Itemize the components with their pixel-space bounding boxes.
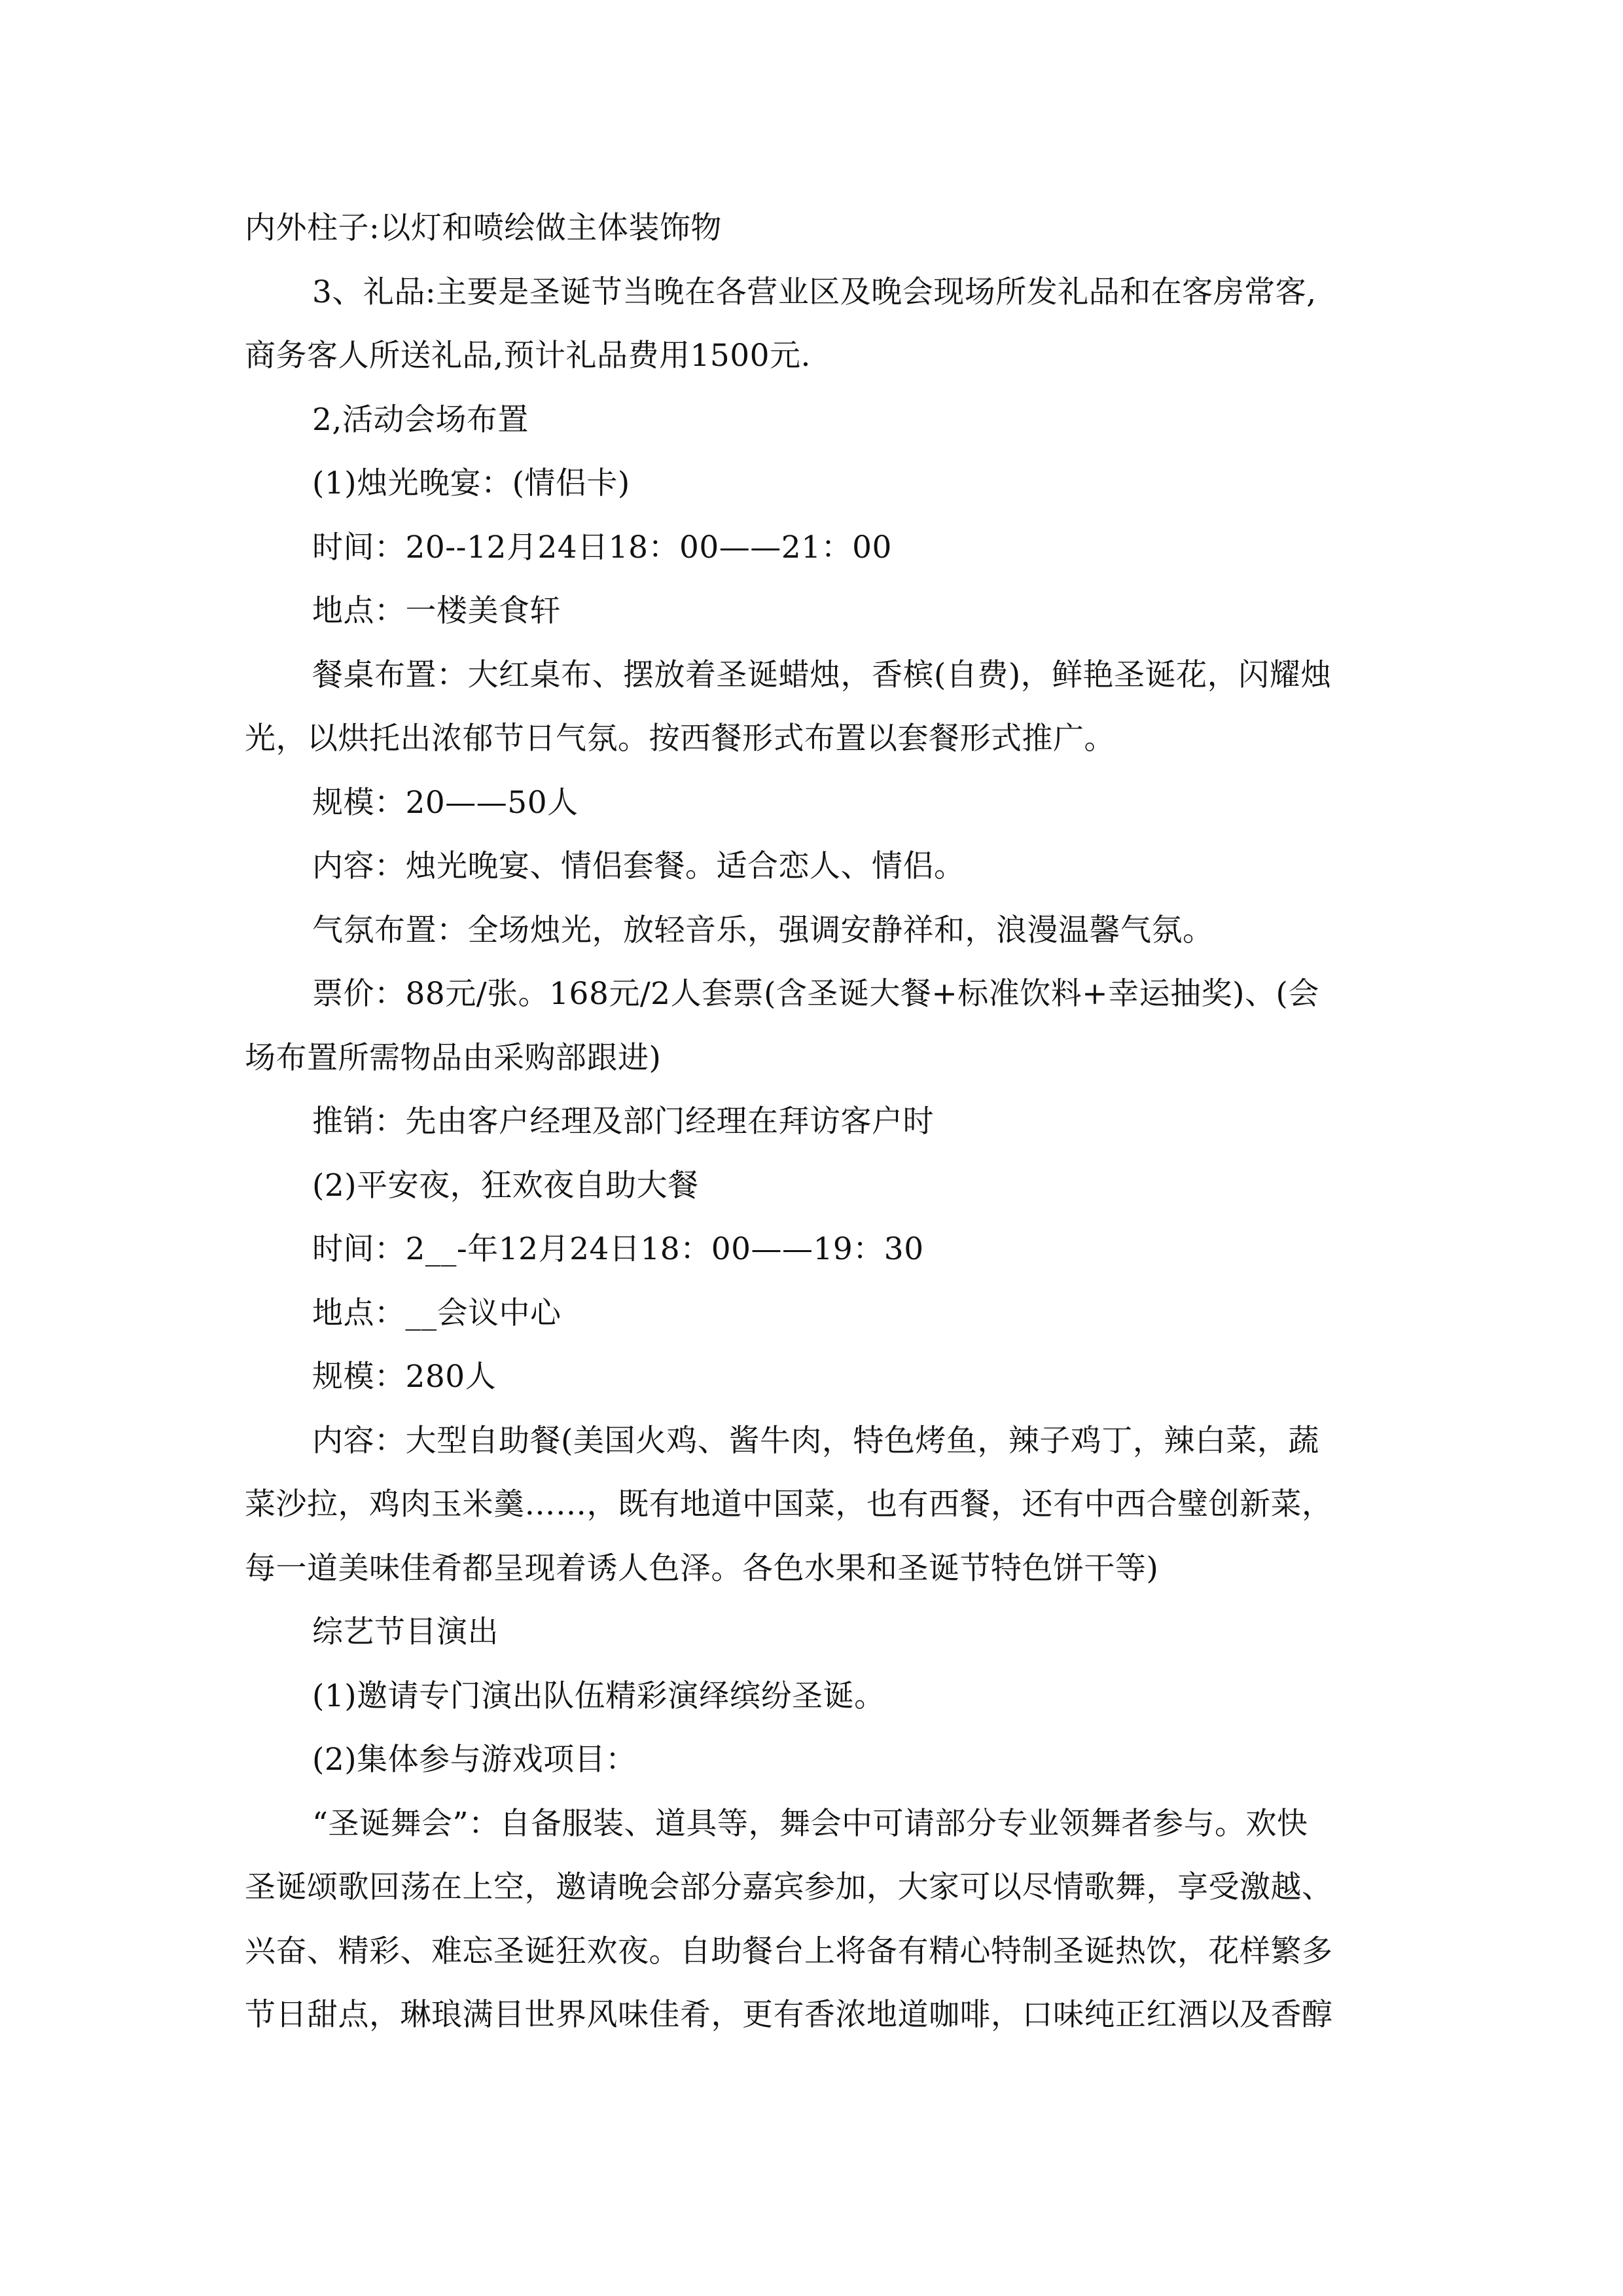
- text-line: 商务客人所送礼品,预计礼品费用1500元.: [245, 338, 811, 374]
- text-line: 每一道美味佳肴都呈现着诱人色泽。各色水果和圣诞节特色饼干等): [245, 1550, 1159, 1587]
- text-line: “圣诞舞会”：自备服装、道具等，舞会中可请部分专业领舞者参与。欢快: [312, 1805, 1308, 1842]
- text-line: 规模：280人: [312, 1359, 497, 1395]
- text-line: 兴奋、精彩、难忘圣诞狂欢夜。自助餐台上将备有精心特制圣诞热饮，花样繁多: [245, 1933, 1333, 1969]
- text-line: (2)集体参与游戏项目：: [312, 1742, 637, 1778]
- section-heading: 2,活动会场布置: [312, 401, 529, 438]
- document-page: [245, 196, 1383, 2047]
- text-line: 地点：一楼美食轩: [312, 593, 561, 629]
- text-line: 圣诞颂歌回荡在上空，邀请晚会部分嘉宾参加，大家可以尽情歌舞，享受激越、: [245, 1869, 1333, 1905]
- text-line: 规模：20——50人: [312, 784, 579, 821]
- text-line: 内容：大型自助餐(美国火鸡、酱牛肉，特色烤鱼，辣子鸡丁，辣白菜，蔬: [312, 1422, 1319, 1459]
- text-line: 光，以烘托出浓郁节日气氛。按西餐形式布置以套餐形式推广。: [245, 721, 1115, 757]
- text-line: 时间：20--12月24日18：00——21：00: [312, 529, 892, 565]
- text-line: 票价：88元/张。168元/2人套票(含圣诞大餐+标准饮料+幸运抽奖)、(会: [312, 976, 1319, 1012]
- text-line: 气氛布置：全场烛光，放轻音乐，强调安静祥和，浪漫温馨气氛。: [312, 912, 1214, 948]
- section-heading: 综艺节目演出: [312, 1614, 499, 1650]
- text-line: (1)邀请专门演出队伍精彩演绎缤纷圣诞。: [312, 1677, 885, 1714]
- text-line: 内容：烛光晚宴、情侣套餐。适合恋人、情侣。: [312, 848, 965, 884]
- text-line: 时间：2__-年12月24日18：00——19：30: [312, 1231, 924, 1267]
- text-line: 菜沙拉，鸡肉玉米羹……，既有地道中国菜，也有西餐，还有中西合璧创新菜，: [245, 1486, 1333, 1522]
- subsection-heading: (2)平安夜，狂欢夜自助大餐: [312, 1167, 699, 1204]
- text-line: 推销：先由客户经理及部门经理在拜访客户时: [312, 1103, 934, 1139]
- text-line: 地点：__会议中心: [312, 1295, 562, 1331]
- subsection-heading: (1)烛光晚宴：(情侣卡): [312, 465, 630, 501]
- text-line: 内外柱子:以灯和喷绘做主体装饰物: [245, 210, 722, 246]
- text-line: 节日甜点，琳琅满目世界风味佳肴，更有香浓地道咖啡，口味纯正红酒以及香醇: [245, 1997, 1333, 2033]
- text-line: 3、礼品:主要是圣诞节当晚在各营业区及晚会现场所发礼品和在客房常客,: [312, 274, 1317, 310]
- text-line: 场布置所需物品由采购部跟进): [245, 1039, 662, 1076]
- text-line: 餐桌布置：大红桌布、摆放着圣诞蜡烛，香槟(自费)，鲜艳圣诞花，闪耀烛: [312, 656, 1332, 693]
